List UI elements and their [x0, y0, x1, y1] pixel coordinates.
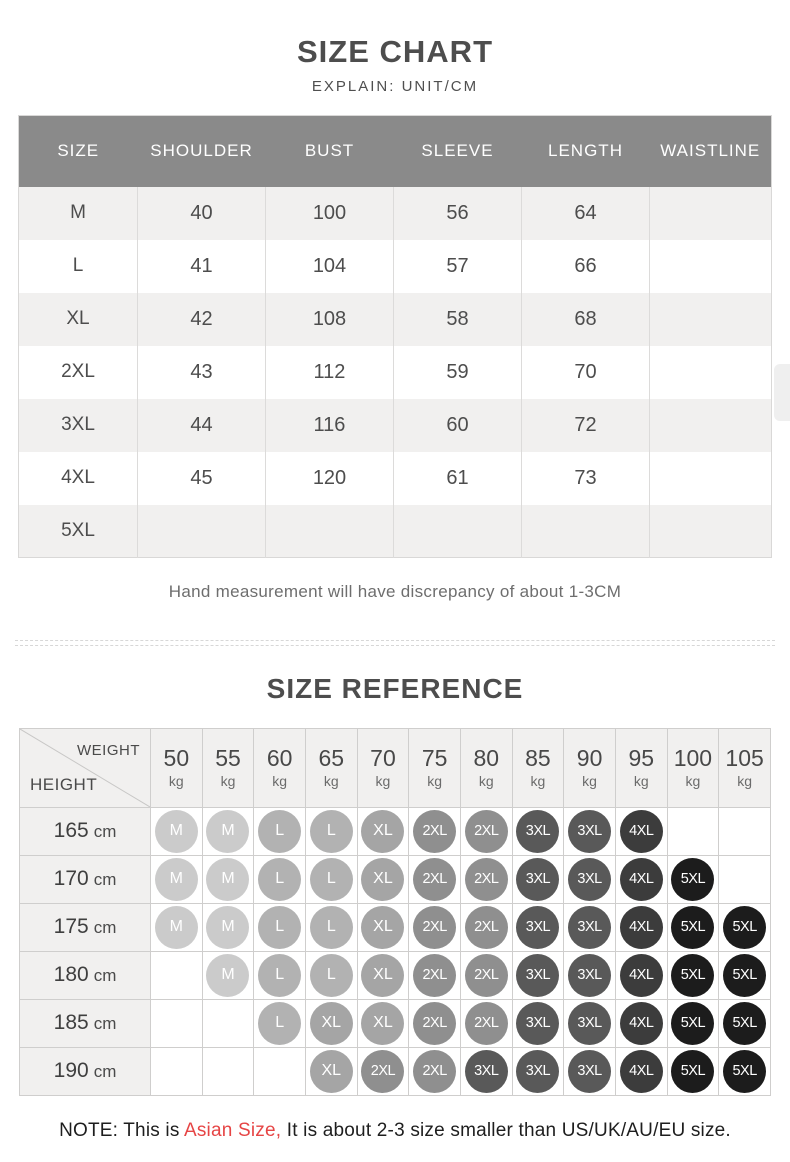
asian-size-highlight: Asian Size, [183, 1119, 282, 1141]
footer-note [0, 1120, 790, 1142]
size-reference-cell [564, 951, 616, 999]
height-value: 175 [53, 915, 89, 939]
section-divider [15, 640, 775, 646]
measurement-cell: 57 [394, 240, 522, 293]
size-badge: M [206, 810, 249, 853]
measurement-cell: 104 [266, 240, 394, 293]
weight-unit: kg [582, 772, 597, 789]
measurement-cell: 60 [394, 399, 522, 452]
measurement-cell [650, 293, 772, 346]
size-badge: M [155, 858, 198, 901]
size-chart-row [19, 293, 772, 346]
size-badge: 3XL [568, 858, 611, 901]
size-reference-cell [409, 855, 461, 903]
measurement-note: Hand measurement will have discrepancy of about 1-3CM [168, 582, 622, 602]
size-badge: XL [361, 858, 404, 901]
height-unit: cm [93, 966, 117, 986]
height-value: 165 [53, 819, 89, 843]
measurement-cell [650, 452, 772, 505]
size-reference-cell [409, 951, 461, 999]
size-reference-cell [719, 807, 771, 855]
size-badge: 4XL [620, 1050, 663, 1093]
size-cell: 2XL [61, 361, 95, 383]
weight-value: 90 [576, 745, 603, 772]
weight-value: 50 [163, 745, 190, 772]
height-header [20, 903, 151, 951]
size-reference-cell [512, 951, 564, 999]
diagonal-line [20, 729, 150, 807]
weight-value: 75 [421, 745, 448, 772]
measurement-cell [650, 399, 772, 452]
size-badge: 5XL [723, 954, 766, 997]
size-reference-cell [357, 999, 409, 1047]
size-badge: M [155, 810, 198, 853]
size-reference-cell [305, 951, 357, 999]
size-badge: 2XL [413, 810, 456, 853]
size-reference-cell [254, 807, 306, 855]
size-badge: 5XL [671, 906, 714, 949]
height-unit: cm [93, 1062, 117, 1082]
size-badge: 2XL [413, 1002, 456, 1045]
weight-unit: kg [737, 772, 752, 789]
weight-header [254, 728, 306, 807]
height-header [20, 1047, 151, 1095]
weight-header [305, 728, 357, 807]
size-reference-row [20, 951, 771, 999]
size-badge: XL [361, 1002, 404, 1045]
weight-header [151, 728, 203, 807]
size-cell: L [72, 255, 84, 277]
size-reference-cell [305, 903, 357, 951]
size-badge: 3XL [516, 1002, 559, 1045]
size-reference-cell [151, 903, 203, 951]
size-reference-cell [305, 1047, 357, 1095]
measurement-cell: 116 [266, 399, 394, 452]
height-value: 170 [53, 867, 89, 891]
size-reference-cell [151, 855, 203, 903]
size-badge: 2XL [361, 1050, 404, 1093]
size-badge: 4XL [620, 858, 663, 901]
size-reference-cell [512, 807, 564, 855]
size-badge: 3XL [516, 1050, 559, 1093]
weight-header [460, 728, 512, 807]
size-reference-cell [202, 903, 254, 951]
weight-value: 85 [525, 745, 551, 772]
size-badge: 5XL [723, 1002, 766, 1045]
size-reference-cell [460, 807, 512, 855]
size-cell: 5XL [61, 519, 95, 541]
measurement-cell [650, 505, 772, 558]
page-title: SIZE CHART [297, 34, 493, 69]
measurement-cell: 41 [138, 240, 266, 293]
measurement-cell: 42 [138, 293, 266, 346]
size-badge: XL [310, 1002, 353, 1045]
size-chart-row [19, 346, 772, 399]
size-reference-cell [719, 903, 771, 951]
size-chart-header-row [19, 115, 772, 187]
size-reference-cell [409, 903, 461, 951]
size-badge: L [310, 906, 353, 949]
height-header [20, 807, 151, 855]
size-badge: L [258, 954, 301, 997]
column-header: WAISTLINE [650, 115, 772, 187]
size-reference-cell [357, 807, 409, 855]
weight-value: 65 [318, 745, 345, 772]
size-reference-cell [409, 807, 461, 855]
size-badge: 4XL [620, 954, 663, 997]
size-badge: 3XL [516, 906, 559, 949]
size-reference-cell [357, 1047, 409, 1095]
height-unit: cm [93, 918, 117, 938]
measurement-cell [138, 505, 266, 558]
height-header [20, 999, 151, 1047]
size-badge: 4XL [620, 1002, 663, 1045]
size-badge: M [206, 906, 249, 949]
size-reference-cell [615, 903, 667, 951]
size-reference-cell [202, 951, 254, 999]
measurement-cell: 64 [522, 187, 650, 240]
size-badge: XL [361, 906, 404, 949]
measurement-cell: 100 [266, 187, 394, 240]
size-reference-cell [254, 951, 306, 999]
size-reference-title: SIZE REFERENCE [266, 673, 524, 705]
size-reference-cell [305, 855, 357, 903]
size-chart-row [19, 187, 772, 240]
size-badge: 3XL [516, 858, 559, 901]
size-badge: 3XL [568, 954, 611, 997]
measurement-cell: 112 [266, 346, 394, 399]
size-badge: 5XL [671, 1002, 714, 1045]
size-reference-cell [151, 999, 203, 1047]
weight-unit: kg [633, 772, 649, 789]
measurement-cell: 45 [138, 452, 266, 505]
size-reference-cell [151, 1047, 203, 1095]
size-chart-row [19, 240, 772, 293]
corner-cell [20, 728, 151, 807]
scrollbar-thumb[interactable] [774, 364, 790, 421]
measurement-cell [522, 505, 650, 558]
size-reference-cell [357, 855, 409, 903]
size-reference-cell [564, 855, 616, 903]
size-reference-cell [254, 855, 306, 903]
weights-header-row [20, 728, 771, 807]
weight-header [564, 728, 616, 807]
measurement-cell: 66 [522, 240, 650, 293]
measurement-cell: 70 [522, 346, 650, 399]
weight-unit: kg [168, 772, 184, 789]
measurement-cell: 58 [394, 293, 522, 346]
measurement-cell [650, 187, 772, 240]
weight-value: 105 [725, 745, 764, 772]
size-cell: XL [66, 308, 90, 330]
size-reference-cell [202, 807, 254, 855]
size-reference-cell [305, 999, 357, 1047]
size-badge: 3XL [516, 810, 559, 853]
size-reference-cell [460, 1047, 512, 1095]
height-header [20, 951, 151, 999]
size-cell: M [70, 202, 86, 224]
footer-note-prefix: NOTE: This is [59, 1119, 184, 1141]
measurement-cell: 59 [394, 346, 522, 399]
size-badge: 5XL [671, 954, 714, 997]
size-reference-table [19, 728, 771, 1096]
weight-header [667, 728, 719, 807]
measurement-cell [394, 505, 522, 558]
weight-unit: kg [220, 772, 236, 789]
size-reference-body [20, 807, 771, 1095]
height-unit: cm [93, 870, 117, 890]
height-header [20, 855, 151, 903]
size-chart-row [19, 452, 772, 505]
measurement-cell: 68 [522, 293, 650, 346]
weight-unit: kg [427, 772, 442, 789]
size-reference-cell [202, 855, 254, 903]
measurement-cell [266, 505, 394, 558]
column-header: SHOULDER [138, 115, 266, 187]
size-badge: 3XL [568, 1002, 611, 1045]
column-header: SIZE [19, 115, 138, 187]
size-reference-row [20, 903, 771, 951]
weight-unit: kg [272, 772, 288, 789]
measurement-cell [650, 240, 772, 293]
measurement-cell: 61 [394, 452, 522, 505]
size-badge: XL [310, 1050, 353, 1093]
size-badge: 5XL [671, 858, 714, 901]
measurement-cell [650, 346, 772, 399]
size-badge: 3XL [465, 1050, 508, 1093]
size-badge: 4XL [620, 906, 663, 949]
weight-header [615, 728, 667, 807]
size-badge: 3XL [568, 1050, 611, 1093]
size-reference-cell [460, 999, 512, 1047]
size-badge: 2XL [413, 954, 456, 997]
size-badge: L [310, 858, 353, 901]
size-badge: L [310, 954, 353, 997]
size-reference-cell [512, 855, 564, 903]
size-chart-table [18, 115, 772, 559]
size-badge: L [258, 906, 301, 949]
size-badge: 4XL [620, 810, 663, 853]
size-reference-cell [667, 951, 719, 999]
size-reference-cell [357, 951, 409, 999]
measurement-cell: 44 [138, 399, 266, 452]
weight-unit: kg [685, 772, 701, 789]
size-badge: 3XL [568, 810, 611, 853]
weight-value: 55 [215, 745, 241, 772]
weight-value: 60 [266, 745, 293, 772]
height-value: 180 [53, 963, 89, 987]
size-reference-row [20, 855, 771, 903]
size-chart-body [19, 187, 772, 558]
size-badge: L [310, 810, 353, 853]
weight-unit: kg [375, 772, 391, 789]
size-reference-cell [305, 807, 357, 855]
size-reference-cell [719, 999, 771, 1047]
page-subtitle: EXPLAIN: UNIT/CM [311, 77, 479, 95]
size-reference-cell [564, 807, 616, 855]
column-header: BUST [266, 115, 394, 187]
weight-header [512, 728, 564, 807]
size-badge: 2XL [413, 858, 456, 901]
size-reference-row [20, 807, 771, 855]
measurement-cell: 120 [266, 452, 394, 505]
size-badge: 2XL [465, 954, 508, 997]
size-reference-cell [615, 999, 667, 1047]
size-badge: 5XL [671, 1050, 714, 1093]
size-badge: M [155, 906, 198, 949]
corner-weight-label: WEIGHT [77, 741, 140, 759]
height-unit: cm [93, 822, 117, 842]
size-badge: L [258, 858, 301, 901]
size-badge: 2XL [465, 810, 508, 853]
measurement-cell: 73 [522, 452, 650, 505]
size-reference-cell [202, 999, 254, 1047]
size-reference-cell [512, 1047, 564, 1095]
size-reference-cell [460, 903, 512, 951]
size-badge: XL [361, 810, 404, 853]
size-badge: XL [361, 954, 404, 997]
measurement-cell: 108 [266, 293, 394, 346]
size-reference-cell [667, 855, 719, 903]
height-value: 185 [53, 1011, 89, 1035]
size-reference-cell [409, 1047, 461, 1095]
weight-unit: kg [478, 772, 494, 789]
height-value: 190 [53, 1059, 89, 1083]
size-reference-cell [719, 855, 771, 903]
weight-header [357, 728, 409, 807]
weight-value: 95 [628, 745, 655, 772]
size-reference-cell [615, 807, 667, 855]
size-reference-cell [615, 1047, 667, 1095]
measurement-cell: 56 [394, 187, 522, 240]
column-header: SLEEVE [394, 115, 522, 187]
size-reference-cell [409, 999, 461, 1047]
size-reference-cell [151, 951, 203, 999]
size-reference-cell [564, 903, 616, 951]
size-chart-row [19, 399, 772, 452]
size-chart-row [19, 505, 772, 558]
size-reference-cell [667, 807, 719, 855]
size-reference-cell [719, 1047, 771, 1095]
size-reference-cell [254, 999, 306, 1047]
size-reference-cell [667, 999, 719, 1047]
size-reference-cell [564, 1047, 616, 1095]
size-badge: M [206, 954, 249, 997]
size-cell: 4XL [61, 467, 95, 489]
size-reference-row [20, 1047, 771, 1095]
size-reference-cell [512, 999, 564, 1047]
size-reference-cell [460, 951, 512, 999]
weight-header [719, 728, 771, 807]
size-badge: 2XL [413, 1050, 456, 1093]
size-reference-row [20, 999, 771, 1047]
size-badge: 5XL [723, 906, 766, 949]
size-badge: 2XL [465, 858, 508, 901]
weight-header [202, 728, 254, 807]
size-reference-cell [667, 1047, 719, 1095]
size-reference-cell [460, 855, 512, 903]
height-unit: cm [93, 1014, 117, 1034]
size-badge: 5XL [723, 1050, 766, 1093]
weight-value: 80 [473, 745, 500, 772]
size-reference-cell [615, 855, 667, 903]
size-cell: 3XL [61, 414, 95, 436]
size-reference-cell [254, 1047, 306, 1095]
size-badge: M [206, 858, 249, 901]
footer-note-suffix: It is about 2-3 size smaller than US/UK/AU/EU size. [281, 1119, 731, 1141]
measurement-cell: 40 [138, 187, 266, 240]
corner-height-label: HEIGHT [30, 774, 98, 794]
size-badge: 2XL [465, 906, 508, 949]
weight-unit: kg [323, 772, 339, 789]
size-reference-cell [564, 999, 616, 1047]
size-reference-cell [151, 807, 203, 855]
size-reference-cell [719, 951, 771, 999]
size-badge: 3XL [516, 954, 559, 997]
size-badge: 2XL [465, 1002, 508, 1045]
size-badge: L [258, 810, 301, 853]
size-reference-cell [357, 903, 409, 951]
size-badge: 3XL [568, 906, 611, 949]
size-reference-cell [667, 903, 719, 951]
size-badge: 2XL [413, 906, 456, 949]
size-badge: L [258, 1002, 301, 1045]
weight-value: 100 [673, 745, 713, 772]
weight-header [409, 728, 461, 807]
size-reference-cell [512, 903, 564, 951]
size-reference-cell [615, 951, 667, 999]
weight-value: 70 [370, 745, 396, 772]
column-header: LENGTH [522, 115, 650, 187]
measurement-cell: 43 [138, 346, 266, 399]
size-reference-cell [202, 1047, 254, 1095]
size-reference-cell [254, 903, 306, 951]
weight-unit: kg [530, 772, 546, 789]
measurement-cell: 72 [522, 399, 650, 452]
